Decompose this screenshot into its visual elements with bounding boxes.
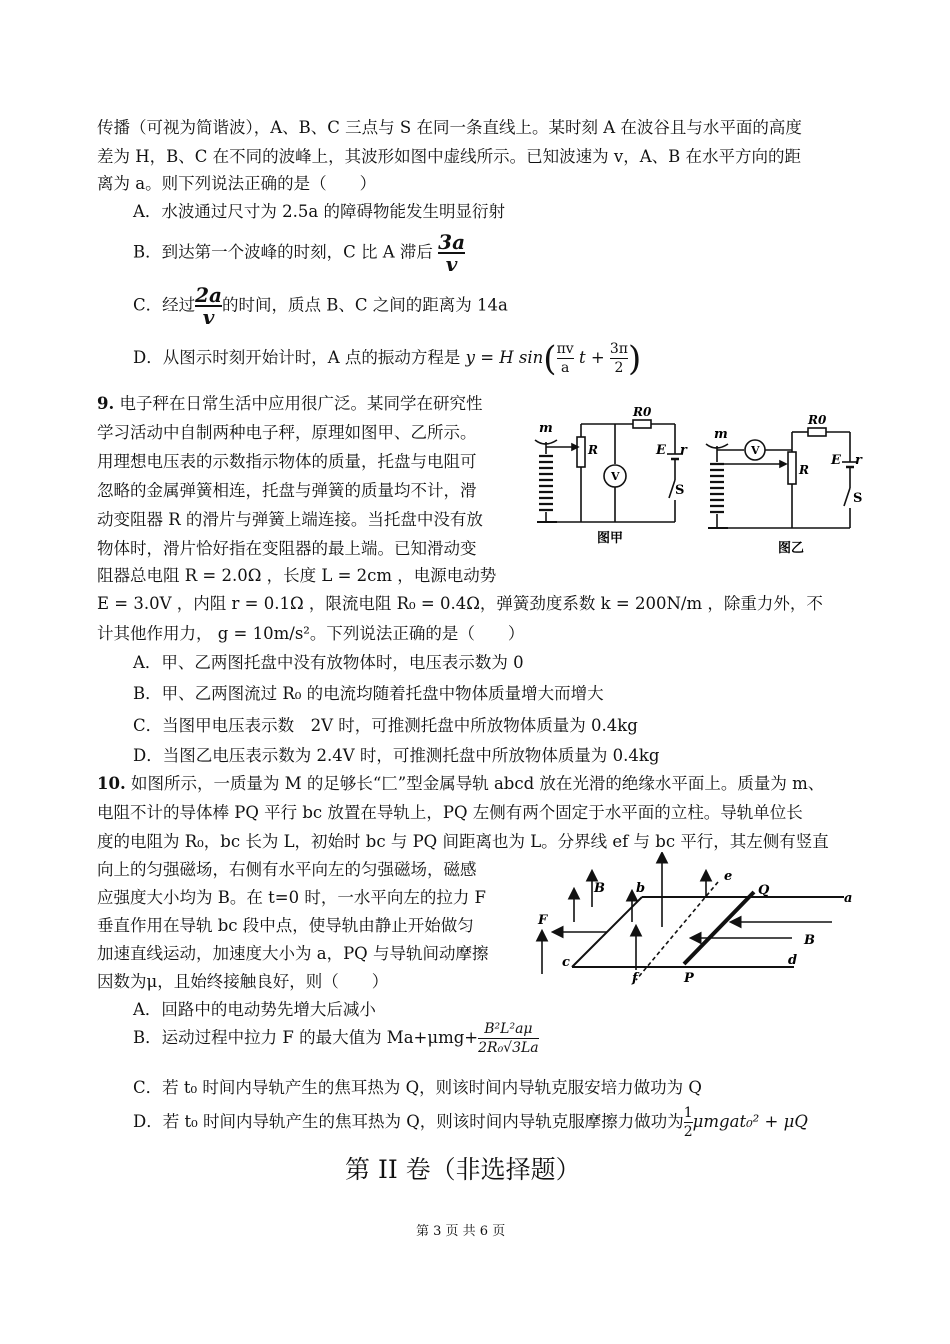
q10-option-d — [133, 1104, 808, 1148]
q10-line-6: 垂直作用在导轨 bc 段中点，使导轨由静止开始做匀 — [97, 916, 474, 935]
q8-option-c-text: C．经过 — [133, 295, 196, 315]
q8-option-d-t: t + — [578, 348, 605, 367]
q10-line-2: 电阻不计的导体棒 PQ 平行 bc 放置在导轨上，PQ 左侧有两个固定于水平面的立柱。导轨单位长 — [97, 803, 803, 822]
fraction-numerator: 2a — [195, 283, 222, 307]
q9-line-8: E = 3.0V ，内阻 r = 0.1Ω ，限流电阻 R₀ = 0.4Ω，弹簧劲度系数 k = 200N/m ，除重力外，不 — [97, 594, 823, 613]
q8-option-a: A．水波通过尺寸为 2.5a 的障碍物能发生明显衍射 — [133, 202, 505, 221]
q10-number: 10. — [97, 774, 126, 793]
q8-option-c — [133, 285, 508, 329]
fig-b-caption: 图乙 — [778, 541, 805, 556]
q10-option-b-fraction — [478, 1020, 539, 1057]
fraction-numerator: 1 — [683, 1105, 693, 1121]
q10-line-1-text: 如图所示，一质量为 M 的足够长“匚”型金属导轨 abcd 放在光滑的绝缘水平面上。质量为 m、 — [130, 774, 825, 793]
rail-diagram — [532, 852, 854, 988]
q10-line-4: 向上的匀强磁场，右侧有水平向左的匀强磁场，磁感 — [97, 860, 477, 879]
q8-option-d-frac2 — [610, 340, 628, 377]
rail-label-b: b — [636, 881, 646, 896]
fig-a-caption: 图甲 — [597, 531, 624, 546]
page-footer: 第 3 页 共 6 页 — [416, 1224, 506, 1239]
q8-option-d-equation: y = H sin — [465, 348, 544, 367]
fig-a-label-s: S — [675, 483, 685, 498]
q10-line-7: 加速直线运动，加速度大小为 a，PQ 与导轨间动摩擦 — [97, 944, 489, 963]
rail-label-f-force: F — [538, 913, 548, 928]
fraction-numerator: B²L²aμ — [484, 1021, 533, 1037]
q10-line-5: 应强度大小均为 B。在 t=0 时，一水平向左的拉力 F — [97, 888, 487, 907]
fig-b-label-r0: R0 — [808, 413, 827, 427]
q9-option-d: D．当图乙电压表示数为 2.4V 时，可推测托盘中所放物体质量为 0.4kg — [133, 746, 660, 765]
q8-line-1: 传播（可视为简谐波），A、B、C 三点与 S 在同一条直线上。某时刻 A 在波谷且与水平面的高度 — [97, 118, 802, 137]
q9-number: 9. — [97, 394, 115, 413]
fraction-denominator: v — [195, 305, 222, 327]
q10-option-c: C．若 t₀ 时间内导轨产生的焦耳热为 Q，则该时间内导轨克服安培力做功为 Q — [133, 1078, 702, 1097]
circuit-diagram-a — [525, 402, 690, 552]
q10-option-d-text: D．若 t₀ 时间内导轨产生的焦耳热为 Q，则该时间内导轨克服摩擦力做功为 — [133, 1112, 684, 1131]
fig-b-label-internal-r: r — [855, 453, 862, 468]
q10-line-1 — [97, 772, 824, 796]
q8-option-b — [133, 232, 465, 276]
fraction-numerator: 3a — [438, 230, 466, 254]
fig-b-label-e: E — [831, 453, 841, 468]
fig-a-label-r: R — [588, 443, 598, 457]
rail-label-b-field-2: B — [804, 933, 815, 948]
fig-b-label-s: S — [853, 491, 863, 506]
q9-line-4: 忽略的金属弹簧相连，托盘与弹簧的质量均不计，滑 — [97, 481, 477, 500]
q8-line-2: 差为 H，B、C 在不同的波峰上，其波形如图中虚线所示。已知波速为 v，A、B 在水平方向的距 — [97, 147, 801, 166]
q9-line-6: 物体时，滑片恰好指在变阻器的最上端。已知滑动变 — [97, 539, 477, 558]
q8-option-c-tail: 的时间，质点 B、C 之间的距离为 14a — [222, 295, 508, 315]
q9-option-b: B．甲、乙两图流过 R₀ 的电流均随着托盘中物体质量增大而增大 — [133, 684, 604, 703]
q9-line-1 — [97, 392, 482, 416]
fraction-denominator: 2 — [683, 1124, 693, 1140]
q9-option-c: C．当图甲电压表示数 2V 时，可推测托盘中所放物体质量为 0.4kg — [133, 716, 638, 735]
rail-label-a: a — [844, 891, 853, 906]
q8-option-d: D．从图示时刻开始计时，A 点的振动方程是 y = H sin( $\frac{\pi v}{a}$ t + $\frac{3\pi}{2}$ ) — [133, 338, 642, 379]
q10-option-b-text: B．运动过程中拉力 F 的最大值为 Ma+μmg+ — [133, 1028, 479, 1047]
q8-option-c-fraction — [195, 285, 222, 327]
rail-label-f: f — [632, 971, 638, 986]
fig-a-label-r0: R0 — [633, 405, 652, 419]
q9-line-5: 动变阻器 R 的滑片与弹簧上端连接。当托盘中没有放 — [97, 510, 483, 529]
fraction-numerator: 3π — [609, 341, 628, 357]
fig-b-label-r: R — [799, 463, 809, 477]
q8-option-d-frac1 — [557, 340, 574, 377]
q9-option-a: A．甲、乙两图托盘中没有放物体时，电压表示数为 0 — [133, 653, 524, 672]
fraction-numerator: πv — [556, 341, 574, 357]
q10-option-b — [133, 1020, 539, 1066]
q9-line-3: 用理想电压表的示数指示物体的质量，托盘与电阻可 — [97, 452, 477, 471]
q9-line-1-text: 电子秤在日常生活中应用很广泛。某同学在研究性 — [119, 394, 483, 413]
rail-label-q: Q — [758, 883, 770, 898]
q9-line-9: 计其他作用力， g = 10m/s²。下列说法正确的是（ ） — [97, 624, 525, 643]
rail-label-c: c — [562, 955, 570, 970]
q8-line-3: 离为 a。则下列说法正确的是（ ） — [97, 174, 377, 193]
fraction-denominator: a — [557, 358, 574, 377]
fig-a-label-internal-r: r — [680, 443, 687, 458]
q10-line-8: 因数为μ，且始终接触良好，则（ ） — [97, 972, 389, 991]
fig-a-label-m: m — [539, 421, 553, 436]
q9-line-7: 阻器总电阻 R = 2.0Ω ，长度 L = 2cm ，电源电动势 — [97, 566, 497, 585]
fraction-denominator: 2 — [610, 358, 628, 377]
fraction-denominator: 2R₀√3La — [478, 1040, 539, 1056]
rail-label-b-field: B — [594, 881, 605, 896]
q9-line-2: 学习活动中自制两种电子秤，原理如图甲、乙所示。 — [97, 423, 477, 442]
fig-b-label-v: V — [751, 444, 760, 457]
q8-option-d-text: D．从图示时刻开始计时，A 点的振动方程是 — [133, 348, 461, 367]
circuit-diagram-b — [700, 410, 870, 560]
q10-option-d-fraction — [684, 1104, 693, 1141]
fig-b-label-m: m — [714, 427, 728, 442]
rail-label-p: P — [684, 971, 694, 986]
fig-a-label-e: E — [656, 443, 666, 458]
fig-a-label-v: V — [611, 470, 620, 483]
q10-option-d-tail: μmgat₀² + μQ — [692, 1112, 808, 1131]
q10-option-a: A．回路中的电动势先增大后减小 — [133, 1000, 376, 1019]
rail-label-d: d — [788, 953, 798, 968]
section-title: 第 II 卷（非选择题） — [345, 1155, 581, 1184]
q8-option-b-text: B．到达第一个波峰的时刻，C 比 A 滞后 — [133, 242, 433, 262]
q10-line-3: 度的电阻为 R₀，bc 长为 L，初始时 bc 与 PQ 间距离也为 L。分界线 ef 与 bc 平行，其左侧有竖直 — [97, 832, 829, 851]
fraction-denominator: v — [438, 252, 465, 274]
q8-option-b-fraction — [438, 232, 465, 274]
rail-label-e: e — [724, 869, 733, 884]
